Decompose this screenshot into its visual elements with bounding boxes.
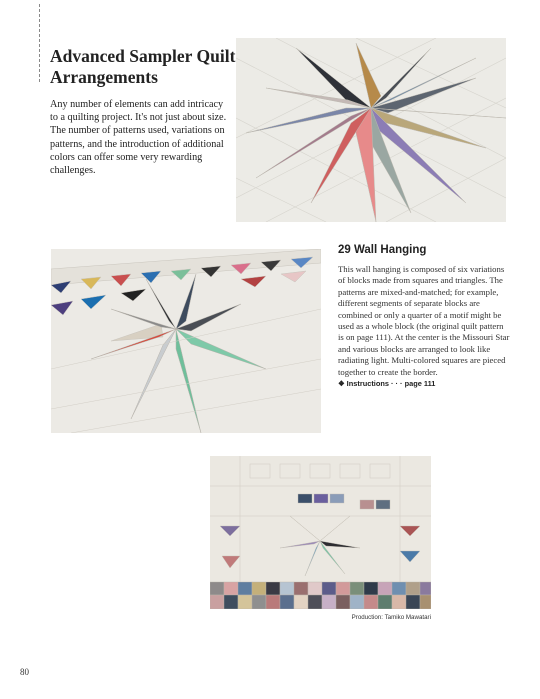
intro-paragraph: Any number of elements can add intricacy to a quilting project. It's not just about size. The number of patterns used, variations on patterns, and the introduction of additional colors can offer some very rewarding challenges. <box>50 99 227 177</box>
quilt-photo-star-closeup <box>236 38 506 222</box>
quilt-photo-full-hanging <box>210 456 431 609</box>
quilt-photo-angled-view <box>51 249 321 433</box>
section-body: This wall hanging is composed of six variations of blocks made from squares and triangles. The patterns are mixed-and-matched; for example, different segments of separate blocks are combined or only a quarter of a motif might be used as a whole block (the original quilt pattern is on page 111). At the center is the Missouri Star and various blocks are arranged to look like radiating light. Multi-colored squares are pieced together to create the border. <box>338 264 510 377</box>
page-number: 80 <box>20 667 29 677</box>
instructions-reference: ❖ Instructions · · · page 111 <box>338 379 436 388</box>
margin-dash-line <box>39 4 40 82</box>
section-title: 29 Wall Hanging <box>338 244 427 256</box>
photo-credit: Production: Tamiko Mawatari <box>351 614 431 621</box>
page-title: Advanced Sampler Quilt Arrangements <box>50 46 236 87</box>
